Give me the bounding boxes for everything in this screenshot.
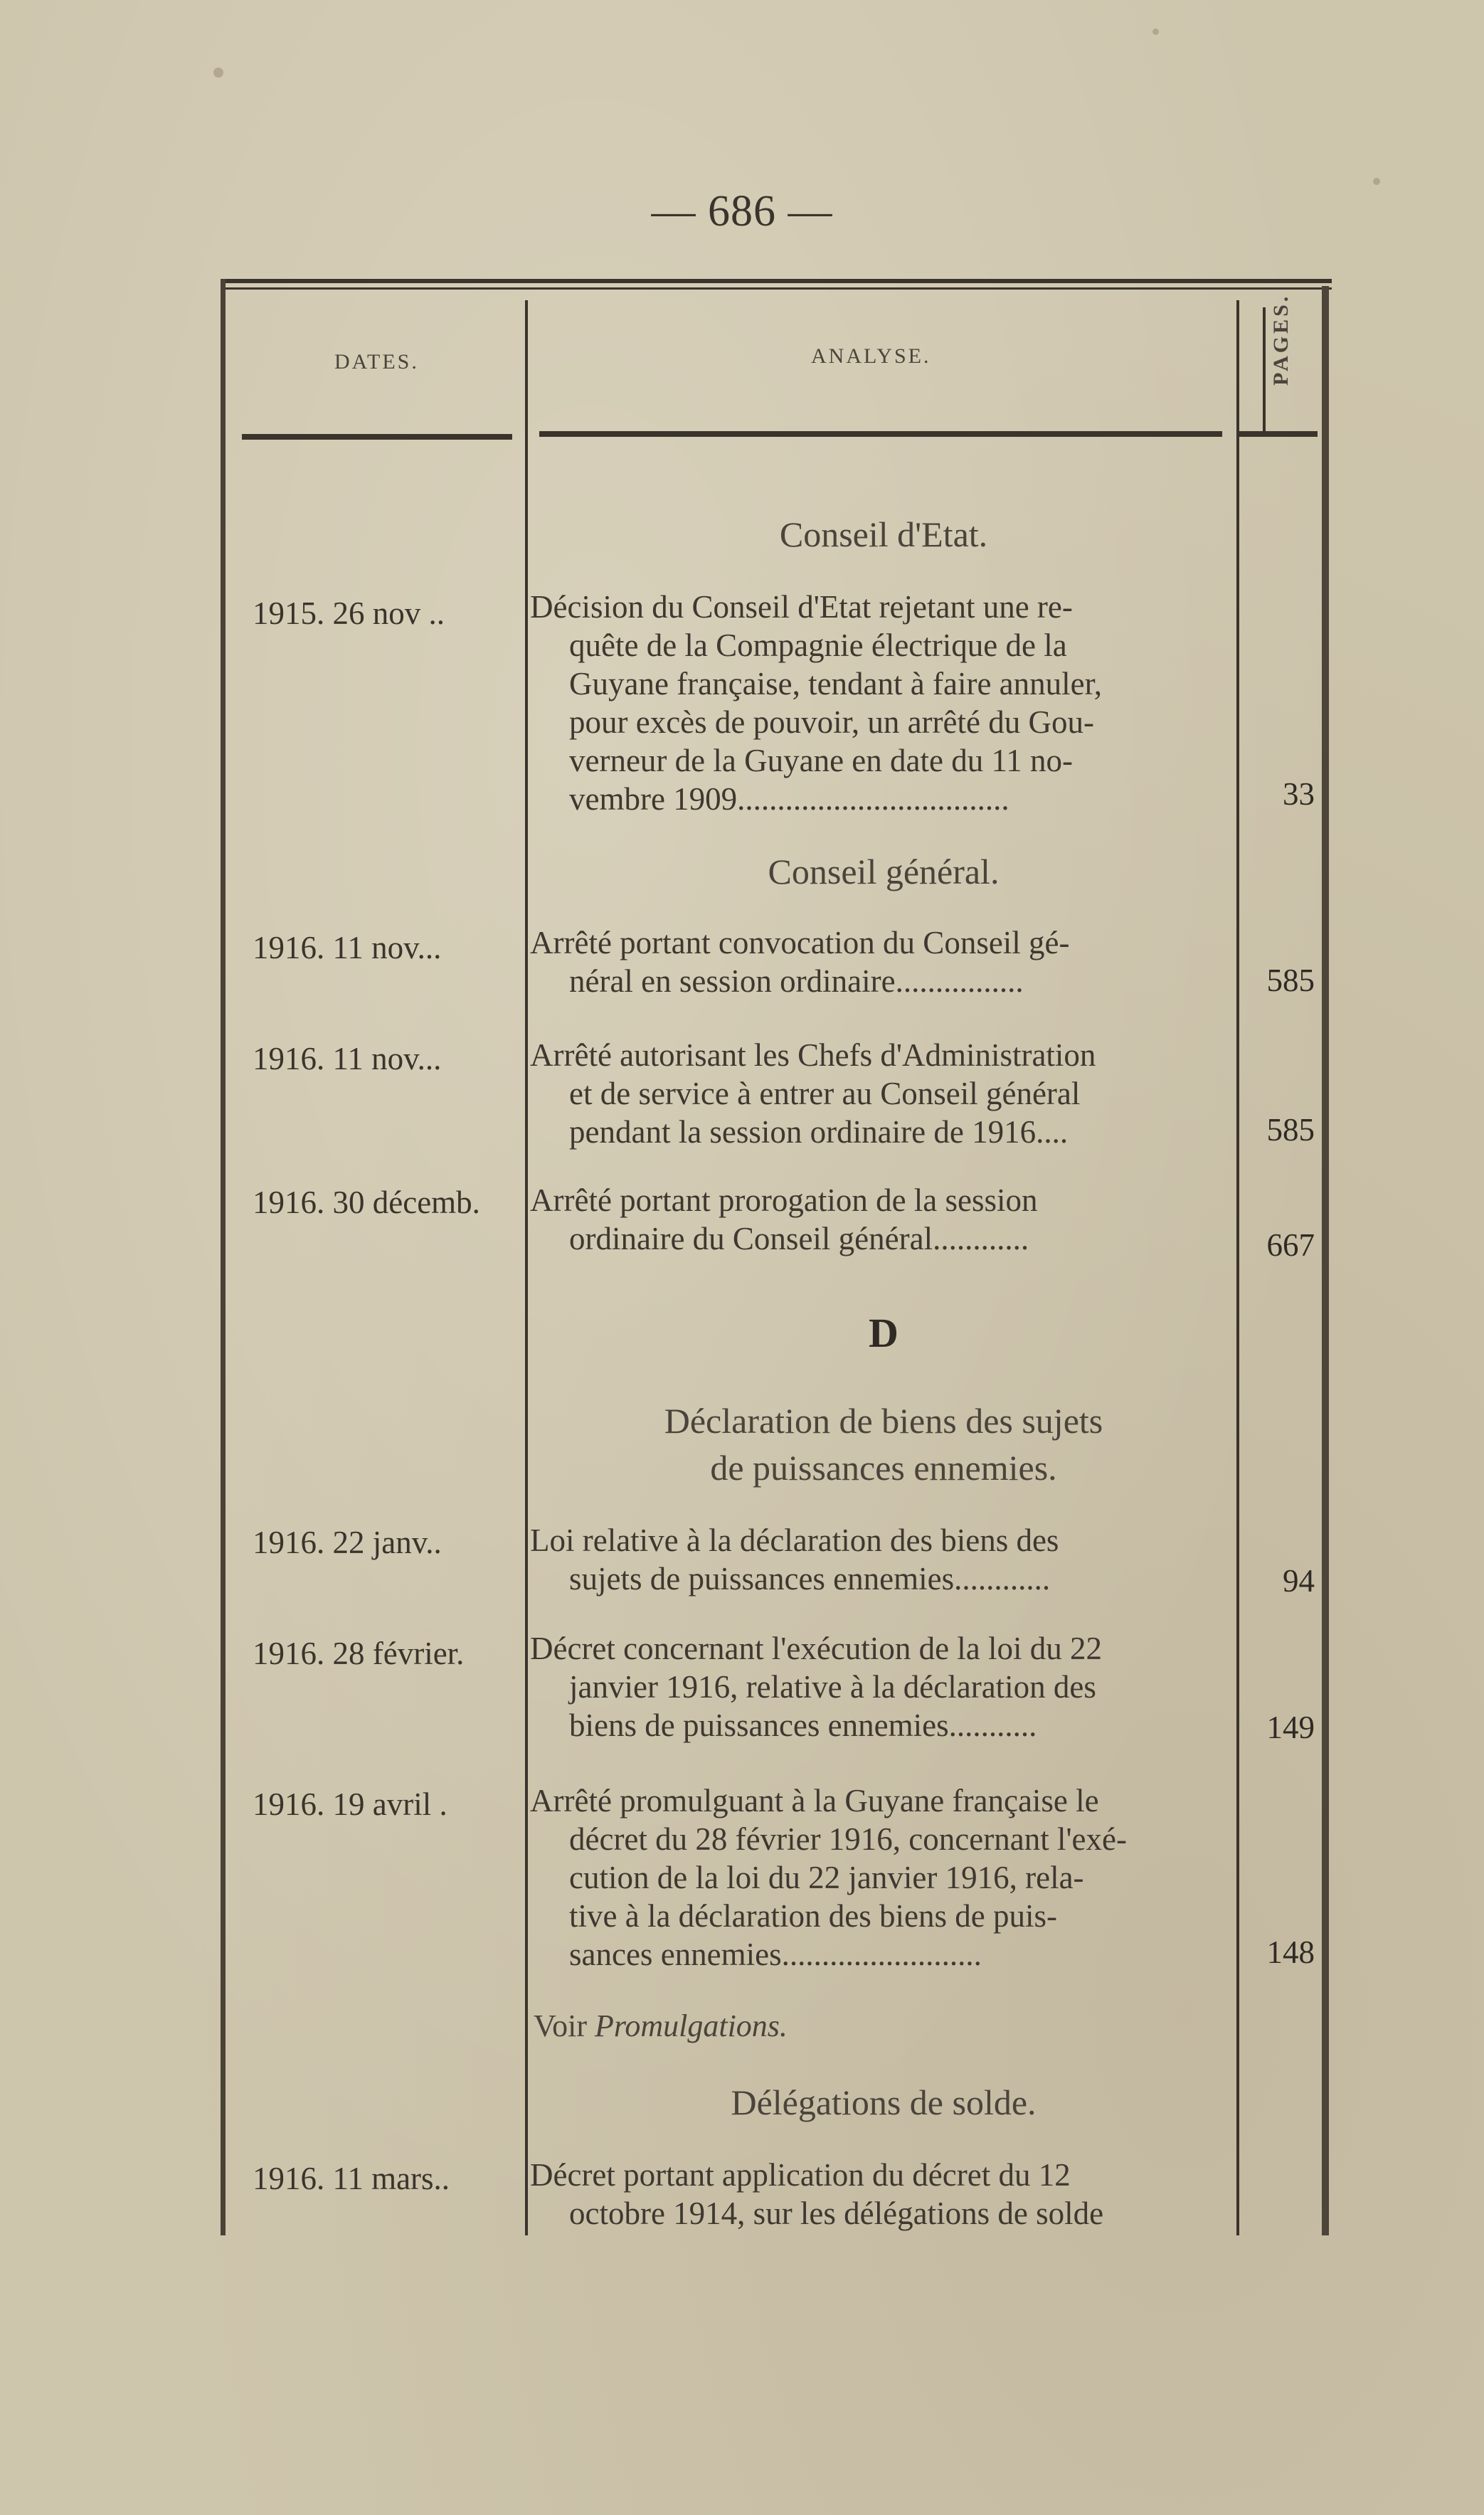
entry-analysis [530, 1521, 1231, 1598]
entry-line: et de service à entrer au Conseil général [569, 1076, 1081, 1111]
section-title-line: Déclaration de biens des sujets [664, 1401, 1103, 1441]
entry-date: 1916. 22 janv.. [253, 1525, 442, 1560]
entry-date: 1915. 26 nov .. [253, 595, 445, 631]
entry-line: Décision du Conseil d'Etat rejetant une re- [530, 589, 1073, 625]
entry-analysis [530, 1036, 1231, 1151]
pages-header-divider [1263, 307, 1266, 435]
entry-analysis [530, 1781, 1231, 1974]
entry-line: Arrêté portant prorogation de la session [530, 1182, 1038, 1218]
section-title: Conseil général. [768, 852, 1000, 891]
entry-line: sances ennemies......................... [569, 1937, 982, 1972]
entry-line: biens de puissances ennemies........... [569, 1707, 1037, 1743]
entry-line: cution de la loi du 22 janvier 1916, rela- [569, 1860, 1084, 1895]
entry-date: 1916. 11 nov... [253, 1041, 442, 1076]
entry-line: Décret concernant l'exécution de la loi du 22 [530, 1631, 1103, 1666]
entry-analysis [530, 1629, 1231, 1744]
dates-column-rule [525, 300, 528, 2235]
entry-analysis [530, 588, 1231, 818]
page-reference: 94 [1283, 1563, 1315, 1599]
analyse-column-rule [1236, 300, 1239, 2235]
page-reference: 585 [1266, 1112, 1315, 1148]
entry-date: 1916. 19 avril . [253, 1786, 447, 1822]
page-reference: 667 [1266, 1227, 1315, 1263]
entry-line: tive à la déclaration des biens de puis- [569, 1898, 1058, 1934]
top-rule [221, 279, 1332, 283]
entry-date: 1916. 28 février. [253, 1636, 465, 1671]
left-border [221, 279, 226, 2235]
entry-date: 1916. 11 mars.. [253, 2161, 450, 2196]
page-number: — 686 — [651, 187, 833, 235]
ink-spot [1373, 178, 1380, 185]
entry-line: ordinaire du Conseil général............ [569, 1221, 1029, 1256]
entry-line: néral en session ordinaire................ [569, 963, 1024, 999]
pages-header-rule [1239, 431, 1318, 437]
entry-line: Décret portant application du décret du 12 [530, 2157, 1071, 2193]
entry-line: vembre 1909.................................. [569, 781, 1009, 817]
section-title: Délégations de solde. [731, 2082, 1037, 2122]
entry-line: quête de la Compagnie électrique de la [569, 628, 1067, 663]
entry-line: janvier 1916, relative à la déclaration des [569, 1669, 1096, 1705]
see-also-target: Promulgations. [594, 2008, 788, 2043]
entry-line: Arrêté promulguant à la Guyane française le [530, 1783, 1099, 1818]
right-border [1322, 286, 1329, 2235]
dates-header-rule [242, 434, 512, 440]
ink-spot [1152, 28, 1159, 35]
page-reference: 33 [1283, 776, 1315, 812]
ink-spot [213, 68, 223, 78]
section-title: Conseil d'Etat. [779, 514, 988, 554]
analyse-header-rule [539, 431, 1222, 437]
pages-column-header: PAGES. [1269, 293, 1293, 386]
section-letter: D [869, 1310, 899, 1356]
dates-column-header: DATES. [334, 350, 419, 374]
entry-analysis [530, 2156, 1231, 2233]
entry-line: pendant la session ordinaire de 1916.... [569, 1114, 1069, 1150]
page-reference: 148 [1266, 1934, 1315, 1970]
page-reference: 149 [1266, 1710, 1315, 1745]
top-rule-thin [221, 287, 1332, 290]
entry-analysis [530, 923, 1231, 1000]
entry-line: décret du 28 février 1916, concernant l'exé- [569, 1821, 1127, 1857]
see-also-prefix: Voir [534, 2008, 587, 2043]
entry-line: pour excès de pouvoir, un arrêté du Gou- [569, 704, 1094, 740]
entry-line: Arrêté portant convocation du Conseil gé- [530, 925, 1070, 960]
entry-line: Loi relative à la déclaration des biens des [530, 1523, 1059, 1558]
entry-analysis [530, 1181, 1231, 1258]
entry-line: octobre 1914, sur les délégations de solde [569, 2196, 1104, 2231]
entry-line: Arrêté autorisant les Chefs d'Administration [530, 1037, 1096, 1073]
section-title [528, 1397, 1239, 1491]
page-reference: 585 [1266, 963, 1315, 998]
entry-line: sujets de puissances ennemies............ [569, 1561, 1051, 1597]
entry-date: 1916. 11 nov... [253, 930, 442, 965]
see-also-reference [534, 2008, 788, 2044]
analyse-column-header: ANALYSE. [811, 344, 931, 368]
entry-line: verneur de la Guyane en date du 11 no- [569, 743, 1074, 778]
entry-line: Guyane française, tendant à faire annuler, [569, 666, 1103, 701]
entry-date: 1916. 30 décemb. [253, 1185, 480, 1220]
section-title-line: de puissances ennemies. [710, 1448, 1057, 1488]
